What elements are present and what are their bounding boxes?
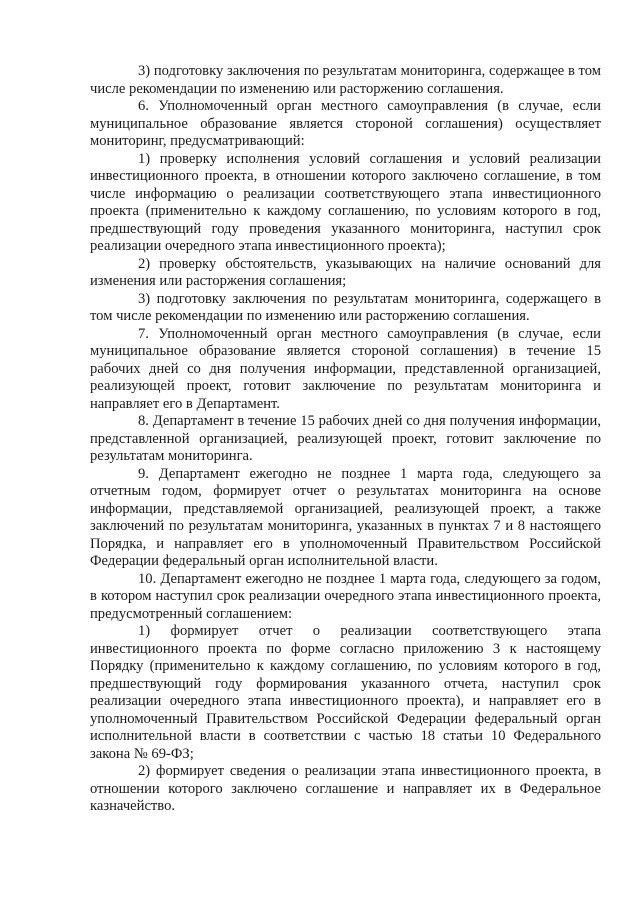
paragraph-item-1-check-execution: 1) проверку исполнения условий соглашения и условий реализации инвестиционного проекта, в отношении которого заключено соглашение, в том числе информацию о реализации соответствующего этапа инвестиционного проекта (применительно к каждому соглашению, по условиям которого в год, предшествующий году проведения указанного мониторинга, наступил срок реализации очередного этапа инвестиционного проекта); — [90, 150, 601, 254]
paragraph-item-2-treasury: 2) формирует сведения о реализации этапа инвестиционного проекта, в отношении которого заключено соглашение и направляет их в Федеральное казначейство. — [90, 763, 601, 814]
paragraph-item-3-conclusion: 3) подготовку заключения по результатам мониторинга, содержащее в том числе рекомендации по изменению или расторжению соглашения. — [90, 63, 601, 97]
paragraph-item-1-report: 1) формирует отчет о реализации соответствующего этапа инвестиционного проекта по форме согласно приложению 3 к настоящему Порядку (применительно к каждому соглашению, по условиям которого в год, предшествующий году формирования указанного отчета, наступил срок реализации очередного этапа инвестиционного проекта), и направляет его в уполномоченный Правительством Российской Федерации федеральный орган исполнительной власти в соответствии с частью 18 статьи 10 Федерального закона № 69-ФЗ; — [90, 623, 601, 762]
paragraph-item-2-check-circumstances: 2) проверку обстоятельств, указывающих на наличие оснований для изменения или расторжения соглашения; — [90, 255, 601, 289]
paragraph-clause-10: 10. Департамент ежегодно не позднее 1 марта года, следующего за годом, в котором наступил срок реализации очередного этапа инвестиционного проекта, предусмотренный соглашением: — [90, 570, 601, 622]
document-page — [90, 63, 601, 816]
paragraph-item-3-prepare-conclusion: 3) подготовку заключения по результатам мониторинга, содержащего в том числе рекомендации по изменению или расторжению соглашения. — [90, 290, 601, 324]
paragraph-clause-6: 6. Уполномоченный орган местного самоуправления (в случае, если муниципальное образование является стороной соглашения) осуществляет мониторинг, предусматривающий: — [90, 98, 601, 149]
paragraph-clause-7: 7. Уполномоченный орган местного самоуправления (в случае, если муниципальное образование является стороной соглашения) в течение 15 рабочих дней со дня получения информации, представленной организацией, реализующей проект, готовит заключение по результатам мониторинга и направляет его в Департамент. — [90, 325, 601, 412]
paragraph-clause-8: 8. Департамент в течение 15 рабочих дней со дня получения информации, представленной организацией, реализующей проект, готовит заключение по результатам мониторинга. — [90, 413, 601, 464]
paragraph-clause-9: 9. Департамент ежегодно не позднее 1 марта года, следующего за отчетным годом, формирует отчет о результатах мониторинга на основе информации, представляемой организацией, реализующей проект, а также заключений по результатам мониторинга, указанных в пунктах 7 и 8 настоящего Порядка, и направляет его в уполномоченный Правительством Российской Федерации федеральный орган исполнительной власти. — [90, 465, 601, 569]
